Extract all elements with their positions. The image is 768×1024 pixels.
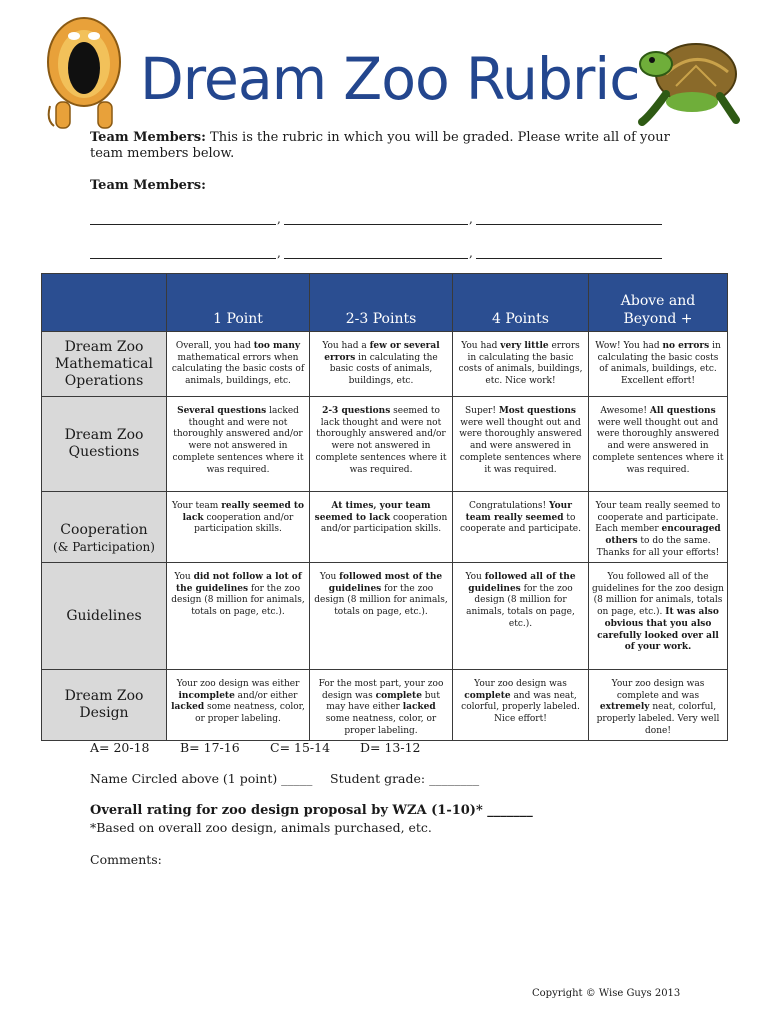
rubric-cell-text: Your zoo design was either xyxy=(176,679,300,689)
rubric-cell xyxy=(453,492,589,563)
rubric-cell xyxy=(167,397,310,492)
lion-illustration xyxy=(46,16,122,132)
header-2-3-points: 2-3 Points xyxy=(310,274,453,332)
rubric-cell-text: for the zoo design (8 million for animals, totals on page, etc.). xyxy=(314,583,448,618)
rubric-cell xyxy=(453,332,589,397)
rubric-cell-text: seemed to lack thought and were not thoroughly answered and/or were not answered in complete sentences where it was required. xyxy=(315,406,447,475)
rubric-row-label-text: Cooperation xyxy=(60,522,148,538)
rubric-row-label-text: Guidelines xyxy=(66,607,142,624)
based-on-note: *Based on overall zoo design, animals purchased, etc. xyxy=(90,820,432,835)
rubric-cell-text: Your team really seemed xyxy=(465,501,572,523)
rubric-cell-text: 2-3 questions xyxy=(322,406,391,416)
rubric-cell-text: lacked xyxy=(171,702,205,713)
rubric-cell-text: incomplete xyxy=(178,690,235,701)
rubric-cell-text: You xyxy=(174,572,194,582)
rubric-row-label xyxy=(42,492,167,563)
rubric-cell xyxy=(167,670,310,741)
rubric-cell-text: Awesome! xyxy=(600,406,650,416)
rubric-cell-text: to do the same. Thanks for all your efforts! xyxy=(596,536,720,558)
team-member-blank[interactable] xyxy=(284,210,468,225)
header-above-and-beyond: Above and Beyond + xyxy=(589,274,728,332)
rubric-cell-text: It was also obvious that you also carefully looked over all of your work. xyxy=(597,607,719,653)
rubric-cell-text: You had xyxy=(461,341,501,351)
rubric-cell-text: to cooperate and participate. xyxy=(460,512,581,535)
rubric-cell xyxy=(453,563,589,670)
rubric-cell-text: in calculating the basic costs of animals, buildings, etc. xyxy=(329,352,438,387)
name-circled-line: Name Circled above (1 point) _____ xyxy=(90,771,313,786)
rubric-row-label xyxy=(42,397,167,492)
rubric-cell xyxy=(589,332,728,397)
rubric-cell-text: did not follow a lot of the guidelines xyxy=(176,572,302,594)
rubric-cell xyxy=(589,563,728,670)
rubric-cell xyxy=(589,397,728,492)
rubric-cell-text: cooperation and/or participation skills. xyxy=(194,512,294,535)
rubric-row-label xyxy=(42,563,167,670)
rubric-cell xyxy=(589,492,728,563)
rubric-row-sublabel: (& Participation) xyxy=(53,540,155,554)
rubric-cell xyxy=(167,492,310,563)
rubric-cell xyxy=(167,332,310,397)
rubric-cell-text: in calculating the basic costs of animals, buildings, etc. Excellent effort! xyxy=(597,341,721,387)
rubric-cell-text: neat, colorful, properly labeled. Very well done! xyxy=(596,702,720,736)
team-members-label-2: Team Members: xyxy=(90,178,206,193)
rubric-cell-text: followed all of the guidelines xyxy=(468,572,576,594)
team-member-blank[interactable] xyxy=(90,210,276,225)
rubric-row xyxy=(42,563,728,670)
rubric-row xyxy=(42,397,728,492)
intro-text: This is the rubric in which you will be graded. Please write all of your team members below. xyxy=(90,130,670,161)
grade-a: A= 20-18 xyxy=(90,740,150,755)
rubric-cell-text: lacked thought and were not thoroughly answered and/or were not answered in complete sentences where it was required. xyxy=(172,406,304,475)
rubric-cell-text: Your team xyxy=(171,501,222,511)
rubric-cell-text: You xyxy=(319,572,340,582)
rubric-cell-text: Several questions xyxy=(177,406,267,416)
rubric-cell xyxy=(310,397,453,492)
rubric-row xyxy=(42,332,728,397)
grade-d: D= 13-12 xyxy=(360,740,421,755)
rubric-cell-text: followed most of the guidelines xyxy=(328,572,443,594)
rubric-cell-text: very little xyxy=(500,341,549,351)
rubric-row xyxy=(42,670,728,741)
rubric-cell-text: really seemed to lack xyxy=(182,501,305,523)
header-1-point: 1 Point xyxy=(167,274,310,332)
rubric-cell xyxy=(310,332,453,397)
rubric-row xyxy=(42,492,728,563)
team-members-blank-row-2: , , xyxy=(90,244,664,260)
rubric-row-label xyxy=(42,332,167,397)
rubric-cell xyxy=(310,670,453,741)
rubric-cell-text: At times, your team seemed to lack xyxy=(314,501,431,523)
header-4-points: 4 Points xyxy=(453,274,589,332)
header-empty xyxy=(42,274,167,332)
rubric-row-label-text: Dream Zoo Questions xyxy=(64,427,144,460)
rubric-cell-text: no errors xyxy=(662,341,710,351)
rubric-cell-text: Your zoo design was complete and was xyxy=(611,679,705,701)
rubric-cell xyxy=(167,563,310,670)
rubric-cell-text: Your team really seemed to cooperate and participate. Each member xyxy=(595,501,721,535)
rubric-cell xyxy=(589,670,728,741)
rubric-cell-text: few or several errors xyxy=(324,341,440,363)
turtle-illustration xyxy=(636,36,740,128)
team-members-blank-row-1: , , xyxy=(90,210,664,226)
rubric-cell-text: were well thought out and were thoroughly answered and were answered in complete sentences where it was required. xyxy=(459,417,582,475)
team-member-blank[interactable] xyxy=(284,244,468,259)
rubric-cell xyxy=(310,563,453,670)
rubric-cell-text: Your zoo design was xyxy=(474,679,567,689)
rubric-row-label xyxy=(42,670,167,741)
rubric-cell-text: for the zoo design (8 million for animals, totals on page, etc.). xyxy=(171,583,305,618)
rubric-cell-text: complete xyxy=(464,690,511,701)
rubric-cell xyxy=(453,670,589,741)
rubric-cell-text: Congratulations! xyxy=(469,501,550,511)
rubric-cell-text: cooperation and/or participation skills. xyxy=(320,512,448,535)
rubric-cell-text: and/or either xyxy=(234,690,298,701)
team-member-blank[interactable] xyxy=(476,210,662,225)
rubric-cell-text: and was neat, colorful, properly labeled. Nice effort! xyxy=(461,690,580,725)
rubric-cell-text: All questions xyxy=(649,406,716,416)
rubric-cell-text: Most questions xyxy=(498,406,576,416)
overall-rating-line: Overall rating for zoo design proposal by WZA (1-10)* _______ xyxy=(90,803,533,818)
grade-c: C= 15-14 xyxy=(270,740,331,755)
rubric-cell-text: lacked xyxy=(402,702,436,713)
rubric-cell xyxy=(310,492,453,563)
rubric-cell-text: extremely xyxy=(599,702,650,713)
rubric-cell-text: You xyxy=(465,572,485,582)
rubric-cell xyxy=(453,397,589,492)
rubric-cell-text: For the most part, your zoo design was xyxy=(318,679,444,701)
team-member-blank[interactable] xyxy=(90,244,276,259)
comments-label: Comments: xyxy=(90,852,162,867)
rubric-cell-text: You followed all of the guidelines for the zoo design (8 million for animals, totals on page, etc.). xyxy=(592,572,724,618)
copyright-notice: Copyright © Wise Guys 2013 xyxy=(532,988,681,999)
rubric-cell-text: were well thought out and were thoroughly answered and were answered in complete sentences where it was required. xyxy=(592,417,724,475)
rubric-cell-text: too many xyxy=(253,341,301,351)
page-title: Dream Zoo Rubric xyxy=(140,45,640,113)
rubric-cell-text: some neatness, color, or proper labeling. xyxy=(325,714,437,736)
rubric-row-label-text: Dream Zoo Design xyxy=(64,688,144,721)
rubric-cell-text: Super! xyxy=(465,406,499,416)
rubric-cell-text: Wow! You had xyxy=(595,341,663,351)
grade-b: B= 17-16 xyxy=(180,740,240,755)
student-grade-line: Student grade: ________ xyxy=(330,771,480,786)
rubric-cell-text: complete xyxy=(375,690,422,701)
rubric-cell-text: encouraged others xyxy=(605,524,721,547)
rubric-cell-text: Overall, you had xyxy=(175,341,254,351)
rubric-cell-text: but may have either xyxy=(326,690,440,713)
rubric-row-label-text: Dream Zoo Mathematical Operations xyxy=(55,338,153,389)
rubric-table xyxy=(41,273,728,741)
rubric-cell-text: mathematical errors when calculating the basic costs of animals, buildings, etc. xyxy=(171,352,305,387)
rubric-cell-text: some neatness, color, or proper labeling. xyxy=(195,702,305,725)
team-member-blank[interactable] xyxy=(476,244,662,259)
team-members-label: Team Members: xyxy=(90,130,206,145)
rubric-cell-text: for the zoo design (8 million for animals, totals on page, etc.). xyxy=(466,583,575,629)
rubric-cell-text: You had a xyxy=(322,341,370,351)
rubric-cell-text: errors in calculating the basic costs of animals, buildings, etc. Nice work! xyxy=(458,341,583,387)
